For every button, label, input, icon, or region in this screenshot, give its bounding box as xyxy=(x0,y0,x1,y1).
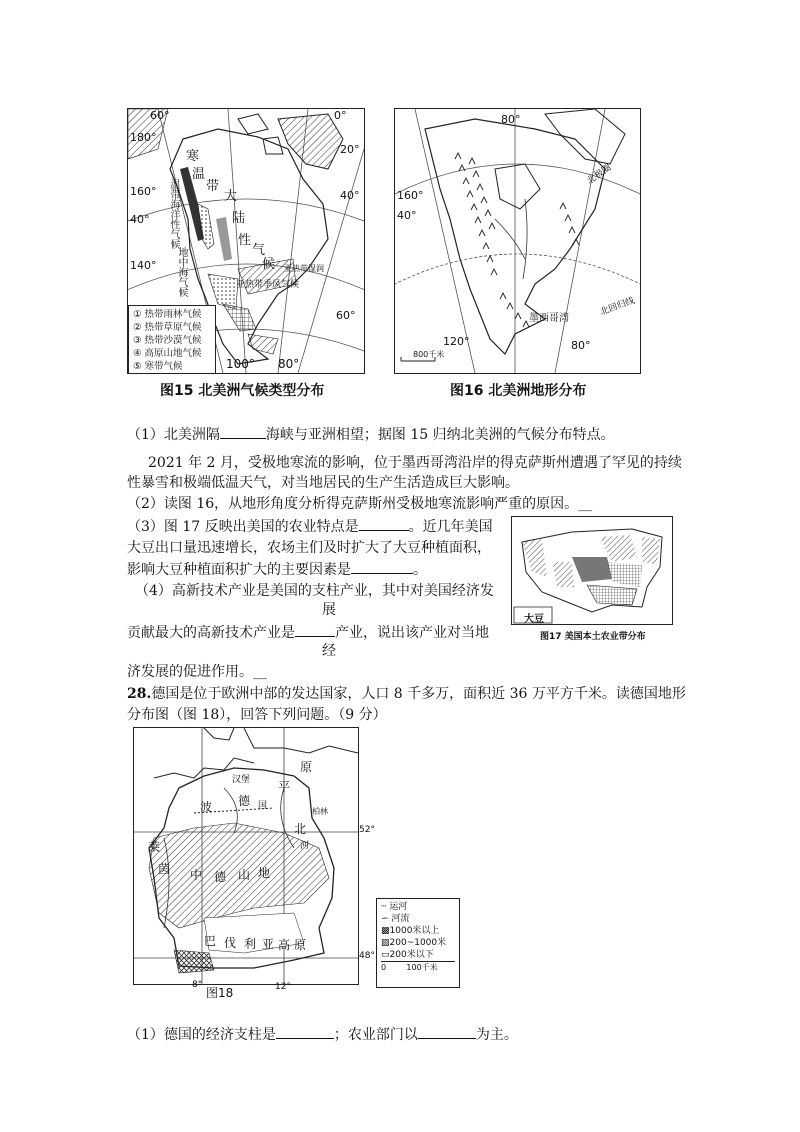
q27-part2: （2）读图 16，从地形角度分析得克萨斯州受极地寒流影响严重的原因。__ xyxy=(127,496,593,512)
fig18-label-berlin: 柏林 xyxy=(312,807,328,816)
fig16-tropic-cancer: 北回归线 xyxy=(598,296,637,318)
fig18-label-bo: 波 xyxy=(200,800,213,814)
blank-swatch-icon: ▭ xyxy=(381,950,390,960)
fig18-label-zhong: 中 xyxy=(190,868,203,882)
q27-context-line1: 2021 年 2 月，受极地寒流的影响，位于墨西哥湾沿岸的得克萨斯州遭遇了罕见的持续 xyxy=(148,455,682,471)
fig15-lon-140: 140° xyxy=(130,259,157,272)
q28-intro-text-1: 德国是位于欧洲中部的发达国家，人口 8 千多万，面积近 36 万平方千米。读德国地形 xyxy=(151,686,686,702)
fig18-legend-canal: ┄ 运河 xyxy=(381,902,408,912)
q27-part3-text-e: 。 xyxy=(413,562,427,578)
figure-18-caption: 图18 xyxy=(206,986,234,1000)
fig18-label-lai: 莱 xyxy=(148,840,161,854)
fig16-lon-80-top: 80° xyxy=(501,113,521,126)
fig18-lon-12: 12° xyxy=(275,982,291,992)
q27-part1-text-b: 海峡与亚洲相望；据图 15 归纳北美洲的气候分布特点。 xyxy=(265,427,615,443)
fig16-lon-160: 160° xyxy=(397,189,424,202)
answer-blank[interactable] xyxy=(351,559,413,574)
fig18-lat-48: 48° xyxy=(359,951,375,961)
fig18-legend-scale: 0 100千米 xyxy=(381,961,455,974)
fig15-label-land: 陆 xyxy=(232,211,246,226)
fig18-lat-52: 52° xyxy=(359,825,375,835)
fig15-legend-item: ① 热带雨林气候 xyxy=(133,309,202,320)
fig15-legend xyxy=(128,305,216,374)
fig15-label-cold: 寒 xyxy=(186,149,200,164)
q28-intro-line2: 分布图（图 18），回答下列问题。（9 分） xyxy=(127,707,387,723)
fig15-label-temp: 温 xyxy=(192,167,206,182)
fig16-gulf-mexico: 墨西哥湾 xyxy=(529,313,569,324)
fig18-label-yuan: 原 xyxy=(300,760,313,774)
fig15-label-hou: 候 xyxy=(262,257,276,272)
fig17-legend-soybean: 大豆 xyxy=(524,614,544,625)
fig18-label-guo: 国 xyxy=(258,801,268,811)
q27-part4-line2 xyxy=(127,622,489,643)
q27-context-line2: 性暴雪和极端低温天气，对当地居民的生产生活造成巨大影响。 xyxy=(127,475,519,491)
figure-16-caption: 图16 北美洲地形分布 xyxy=(450,383,587,399)
fig16-scale: 800千米 xyxy=(413,350,445,359)
fig15-label-zone: 带 xyxy=(206,179,220,194)
answer-blank[interactable] xyxy=(359,516,409,531)
fig18-label-hamburg: 汉堡 xyxy=(232,775,251,785)
q28-part1-text-a: （1）德国的经济支柱是 xyxy=(127,1027,276,1043)
q27-part4-wrap1: 展 xyxy=(322,602,336,618)
fig15-legend-item: ⑤ 寒带气候 xyxy=(133,361,183,372)
fig15-lat-40-right: 40° xyxy=(340,189,360,202)
q27-part3-line2: 大豆出口量迅速增长，农场主们及时扩大了大豆种植面积， xyxy=(127,540,491,556)
fig18-label-ba: 巴 xyxy=(204,934,217,948)
q28-number: 28. xyxy=(127,686,152,702)
fig15-label-nature: 性 xyxy=(238,233,252,248)
fig18-label-gao: 高 xyxy=(278,938,291,952)
answer-blank[interactable] xyxy=(295,622,335,637)
figure-18-map xyxy=(133,727,359,985)
fig18-label-yin: 茵 xyxy=(158,862,171,876)
q27-part4-line1: （4）高新技术产业是美国的支柱产业，其中对美国经济发 xyxy=(135,583,494,599)
fig15-label-qi: 气 xyxy=(252,243,266,258)
fig15-label-mediterranean: 地中海气候 xyxy=(176,247,187,297)
fig18-label-fa: 伐 xyxy=(224,936,237,950)
figure-16-map xyxy=(394,108,641,374)
us-agriculture-map xyxy=(512,517,672,624)
q27-part4-wrap2: 经 xyxy=(322,643,336,659)
answer-blank[interactable] xyxy=(418,1024,476,1039)
fig18-label-ya: 亚 xyxy=(262,937,275,951)
fig18-legend-high: ▩1000米以上 xyxy=(381,926,440,936)
fig15-lon-60: 60° xyxy=(150,109,170,122)
figure-15-caption: 图15 北美洲气候类型分布 xyxy=(160,383,325,399)
q27-part4-text-d: 产业，说出该产业对当地 xyxy=(335,625,489,641)
fig15-label-subtropical: 亚热带季风气候 xyxy=(236,280,300,290)
q27-part3-text-d: 影响大豆种植面积扩大的主要因素是 xyxy=(127,562,351,578)
fig15-legend-item: ③ 热带沙漠气候 xyxy=(133,335,202,346)
fig18-label-ping: 平 xyxy=(278,780,291,794)
figure-17-map xyxy=(511,516,673,625)
answer-blank[interactable] xyxy=(220,424,266,439)
fig18-label-shan: 山 xyxy=(238,868,251,882)
q27-part4-text-c: 贡献最大的高新技术产业是 xyxy=(127,625,295,641)
fig15-lat-20: 20° xyxy=(340,143,360,156)
fig18-label-de: 德 xyxy=(238,794,251,808)
north-america-terrain-map xyxy=(395,109,640,373)
river-icon: ∽ xyxy=(381,914,392,924)
fig15-lon-180: 180° xyxy=(130,131,157,144)
q28-part1-text-b: ；农业部门以 xyxy=(333,1027,418,1043)
fig15-lat-40-left: 40° xyxy=(130,213,150,226)
fig18-lon-8: 8° xyxy=(192,980,203,990)
fig15-lon-160: 160° xyxy=(130,185,157,198)
fig18-label-bei: 北 xyxy=(294,822,307,836)
q27-part3-line1 xyxy=(127,516,493,537)
figure-17-caption: 图17 美国本土农业带分布 xyxy=(540,632,646,642)
fig15-label-oceanic: 温带海洋性气候 xyxy=(168,179,179,249)
fig18-label-yuan2: 原 xyxy=(294,938,307,952)
fig16-lat-40: 40° xyxy=(397,209,417,222)
q27-part3-text-b: 。近几年美国 xyxy=(408,519,493,535)
figure-15-map xyxy=(127,108,365,374)
answer-blank[interactable] xyxy=(276,1024,334,1039)
fig15-legend-item: ④ 高原山地气候 xyxy=(133,348,202,359)
q27-part3-line3 xyxy=(127,559,427,580)
fig15-legend-item: ② 热带草原气候 xyxy=(133,322,202,333)
fig15-lon-100: 100° xyxy=(226,357,255,371)
fig18-label-he: 河 xyxy=(300,841,310,851)
fig16-lon-120: 120° xyxy=(443,335,470,348)
fig18-label-li: 利 xyxy=(244,937,257,951)
q28-intro-line1 xyxy=(127,684,686,704)
hatch-swatch-icon: ▧ xyxy=(381,938,390,948)
q27-part1 xyxy=(127,424,615,445)
q27-part3-text-a: （3）图 17 反映出美国的农业特点是 xyxy=(127,519,359,535)
fig18-label-de2: 德 xyxy=(214,870,227,884)
q27-part1-text-a: （1）北美洲隔 xyxy=(127,427,220,443)
fig18-legend-mid: ▧200~1000米 xyxy=(381,938,447,948)
canal-icon: ┄ xyxy=(381,902,390,912)
fig15-label-humid: 亚热带湿润 xyxy=(284,264,324,273)
fig18-legend-low: ▭200米以下 xyxy=(381,950,434,960)
fig15-lon-0: 0° xyxy=(334,109,347,122)
q28-part1-text-c: 为主。 xyxy=(475,1027,518,1043)
crosshatch-swatch-icon: ▩ xyxy=(381,926,390,936)
fig18-label-di: 地 xyxy=(258,866,271,880)
fig15-lon-60-right: 60° xyxy=(336,309,356,322)
q28-part1 xyxy=(127,1024,518,1045)
fig18-legend xyxy=(376,898,460,988)
fig15-label-big: 大 xyxy=(224,189,238,204)
fig18-legend-river: ∽ 河流 xyxy=(381,914,410,924)
fig16-arctic-circle: 北极圈 xyxy=(585,162,614,187)
fig16-lon-80: 80° xyxy=(571,339,591,352)
q27-part4-line3: 济发展的促进作用。__ xyxy=(127,664,267,680)
fig15-lon-80: 80° xyxy=(278,357,300,371)
